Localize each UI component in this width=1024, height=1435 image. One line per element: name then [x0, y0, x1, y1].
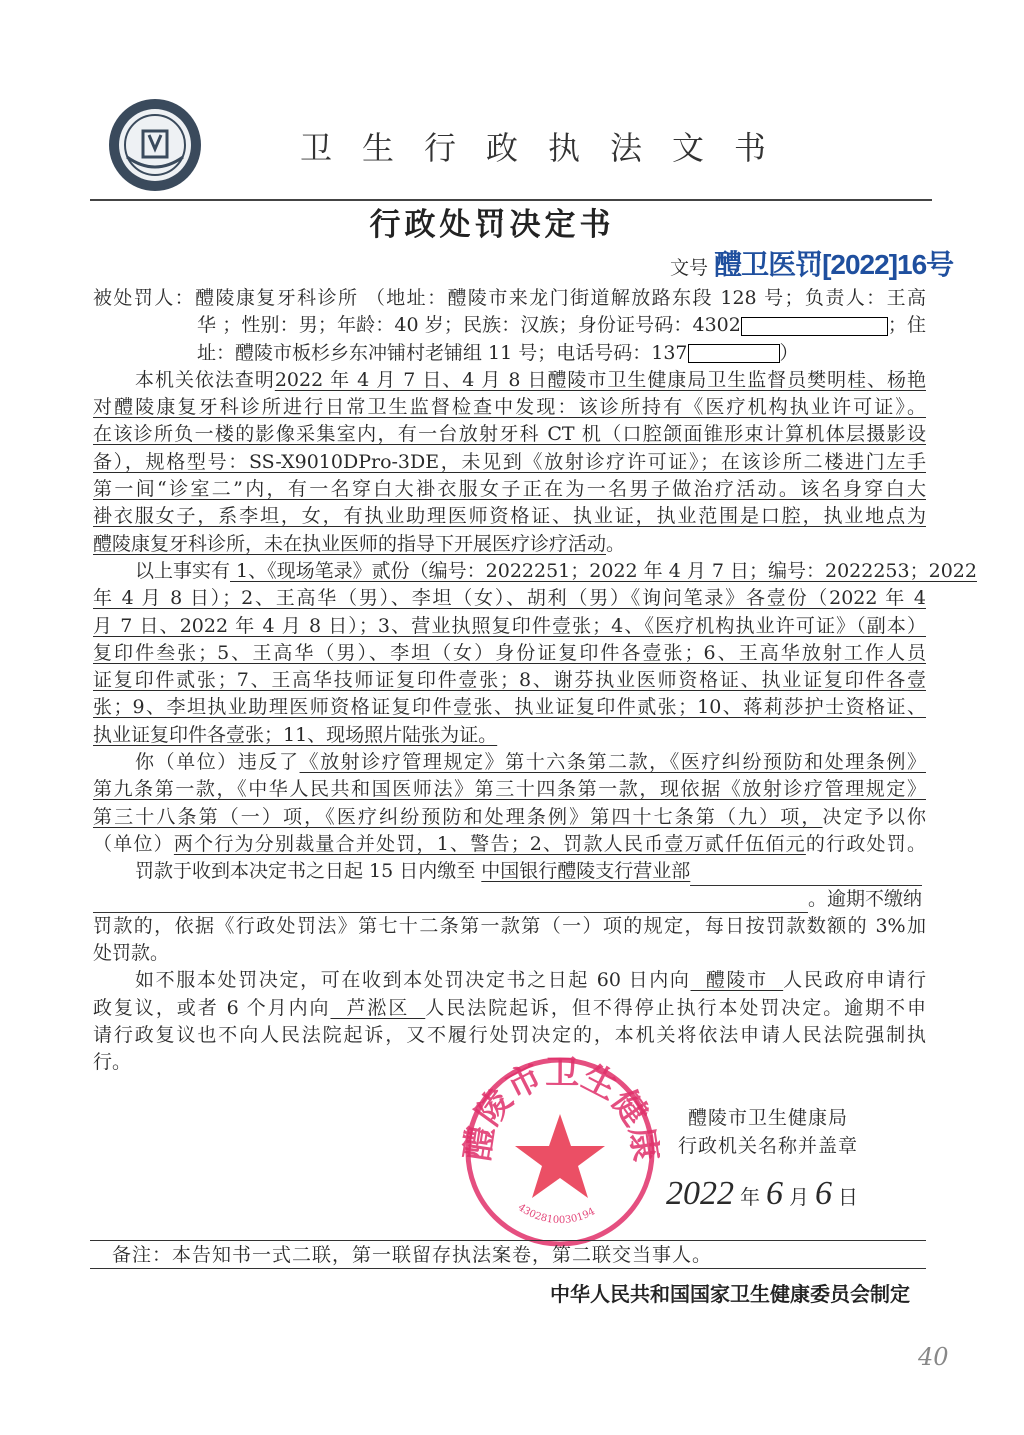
body-line	[93, 421, 926, 448]
text-segment: 请行政复议也不向人民法院起诉，又不履行处罚决定的，本机关将依法申请人民法院强制执	[93, 1024, 926, 1047]
underlined-text: 第九条第一款，《中华人民共和国医师法》第三十四条第一款，现依据《放射诊疗管理规定》	[93, 778, 926, 801]
document-title: 行政处罚决定书	[369, 207, 615, 243]
underlined-text: 第三十八条第（一）项，《医疗纠纷预防和处理条例》第四十七条第（九）项，	[93, 805, 823, 828]
footer-divider-top	[90, 1240, 926, 1241]
text-segment: 罚款的，依据《行政处罚法》第七十二条第一款第（一）项的规定，每日按罚款数额的 3%加	[93, 914, 926, 937]
underlined-text: 《放射诊疗管理规定》第十六条第二款，《医疗纠纷预防和处理条例》	[299, 751, 926, 774]
underlined-text: 年 4 月 8 日）；2、王高华（男）、李坦（女）、胡利（男）《询问笔录》各壹份（2022 年 4	[93, 587, 926, 610]
body-line	[93, 476, 926, 503]
body-line	[93, 694, 926, 721]
signature-date	[660, 1174, 858, 1214]
document-number-year: [2022]	[822, 249, 898, 280]
underlined-text: 第一间“诊室二”内，有一名穿白大褂衣服女子正在为一名男子做治疗活动。该名身穿白大	[93, 478, 926, 501]
underlined-text: 2022 年 4 月 7 日、4 月 8 日醴陵市卫生健康局卫生监督员樊明桂、杨艳	[274, 368, 926, 391]
underlined-text: 月 7 日、2022 年 4 月 8 日）；3、营业执照复印件壹张；4、《医疗机构执业许可证》（副本）	[93, 614, 926, 637]
document-number-suffix: 号	[926, 249, 954, 280]
underlined-text: 两个行为分别裁量合并处罚，1、警告；2、罚款人民币壹万贰仟伍佰元	[173, 832, 806, 855]
underlined-text: 张；9、李坦执业助理医师资格证复印件壹张、执业证复印件贰张；10、蒋莉莎护士资格证、	[93, 696, 926, 719]
underlined-text: 执业证复印件各壹张；11、现场照片陆张为证。	[93, 723, 498, 746]
stamp-star-icon	[515, 1114, 605, 1198]
body-line	[93, 340, 926, 367]
stamp-arc-text: 醴陵市卫生健	[460, 1053, 656, 1164]
text-segment: 。逾期不缴纳	[808, 887, 923, 910]
date-year-handwritten: 2022	[666, 1175, 734, 1212]
underlined-text: 醴陵康复牙科诊所，未在执业医师的指导下开展医疗诊疗活动	[93, 532, 607, 555]
body-line	[93, 776, 926, 803]
body-line	[93, 1022, 926, 1049]
blank-fill-line	[93, 892, 808, 913]
underlined-text: 证复印件贰张；7、王高华技师证复印件壹张；8、谢芬执业医师资格证、执业证复印件各壹	[93, 669, 926, 692]
body-line	[93, 886, 926, 913]
date-day-handwritten: 6	[815, 1175, 832, 1212]
document-number-prefix: 醴卫医罚	[714, 249, 823, 280]
underlined-text: 在该诊所负一楼的影像采集室内，有一台放射牙科 CT 机（口腔颌面锥形束计算机体层摄影设	[93, 423, 926, 446]
issuer-credit: 中华人民共和国国家卫生健康委员会制定	[550, 1282, 910, 1306]
body-line	[93, 858, 926, 885]
document-number-value: 16	[897, 249, 927, 280]
text-segment: 决定予以你	[822, 805, 926, 828]
text-segment: 行。	[93, 1051, 132, 1074]
text-segment: 华 ；性别：男；年龄：40 岁；民族：汉族；身份证号码：4302	[197, 314, 741, 337]
underlined-text: 醴陵市	[690, 969, 784, 992]
health-supervision-logo	[107, 97, 203, 193]
date-day-label: 日	[838, 1185, 858, 1209]
text-segment: 的行政处罚。	[805, 832, 926, 855]
body-line	[93, 640, 926, 667]
redaction-box	[741, 317, 888, 336]
redaction-box	[688, 344, 780, 363]
body-line	[93, 804, 926, 831]
header-title: 卫生行政执法文书	[300, 129, 797, 167]
body-line	[93, 913, 926, 940]
underlined-text: 复印件叁张；5、王高华（男）、李坦（女）身份证复印件各壹张；6、王高华放射工作人员	[93, 641, 926, 664]
stamp-code-text: 4302810030194	[515, 1202, 598, 1227]
blank-fill-line	[690, 865, 922, 886]
text-segment: （单位）	[93, 832, 174, 855]
body-line	[93, 531, 926, 558]
document-number	[670, 248, 953, 282]
body-line	[93, 749, 926, 776]
footer-note: 备注：本告知书一式二联，第一联留存执法案卷，第二联交当事人。	[112, 1244, 713, 1266]
body-line	[93, 585, 926, 612]
document-body	[93, 285, 977, 1077]
document-number-label: 文号	[670, 257, 709, 279]
date-year-label: 年	[740, 1185, 760, 1209]
text-segment: 罚款于收到本决定书之日起 15 日内缴至	[135, 860, 482, 883]
body-line	[93, 831, 926, 858]
body-line	[93, 940, 926, 967]
text-segment: ）	[779, 341, 799, 364]
underlined-text: 备），规格型号：SS-X9010DPro-3DE，未见到《放射诊疗许可证》；在该诊所二楼进门左手	[93, 450, 926, 473]
agency-name: 醴陵市卫生健康局	[688, 1107, 849, 1129]
underlined-text: 中国银行醴陵支行营业部	[481, 860, 691, 883]
text-segment: 被处罚人：醴陵康复牙科诊所 （地址：醴陵市来龙门街道解放路东段 128 号；负责人：王高	[93, 287, 926, 309]
body-line	[93, 367, 926, 394]
underlined-text: 1、《现场笔录》贰份（编号：2022251；2022 年 4 月 7 日；编号：2022253；2022	[230, 559, 977, 582]
underlined-text: 褂衣服女子，系李坦，女，有执业助理医师资格证、执业证，执业范围是口腔，执业地点为	[93, 505, 926, 528]
text-segment: 如不服本处罚决定，可在收到本处罚决定书之日起 60 日内向	[135, 969, 691, 992]
date-month-handwritten: 6	[766, 1175, 783, 1212]
body-line	[93, 558, 977, 585]
body-line	[93, 449, 926, 476]
handwritten-page-number: 40	[918, 1343, 949, 1371]
text-segment: 。	[606, 532, 626, 555]
body-line	[93, 394, 926, 421]
text-segment: 本机关依法查明	[135, 368, 275, 391]
date-month-label: 月	[789, 1185, 809, 1209]
official-red-stamp	[460, 1052, 660, 1252]
text-segment: 人民法院起诉，但不得停止执行本处罚决定。逾期不申	[425, 996, 926, 1019]
text-segment: ；住	[887, 314, 926, 337]
body-line	[93, 667, 926, 694]
header-divider	[90, 199, 932, 201]
text-segment: 你（单位）违反了	[135, 751, 300, 774]
underlined-text: 芦淞区	[330, 996, 426, 1019]
body-line	[93, 285, 926, 312]
text-segment: 以上事实有	[135, 559, 231, 582]
body-line	[93, 995, 926, 1022]
body-line	[93, 503, 926, 530]
text-segment: 处罚款。	[93, 942, 170, 965]
text-segment: 人民政府申请行	[783, 969, 926, 992]
text-segment: 址：醴陵市板杉乡东冲铺村老铺组 11 号；电话号码：137	[197, 341, 688, 364]
footer-divider-bottom	[90, 1268, 926, 1269]
underlined-text: 对醴陵康复牙科诊所进行日常卫生监督检查中发现：该诊所持有《医疗机构执业许可证》。	[93, 396, 926, 419]
agency-seal-caption: 行政机关名称并盖章	[678, 1135, 859, 1157]
text-segment: 政复议，或者 6 个月内向	[93, 996, 331, 1019]
body-line	[93, 967, 926, 994]
body-line	[93, 722, 926, 749]
body-line	[93, 312, 926, 339]
body-line	[93, 613, 926, 640]
